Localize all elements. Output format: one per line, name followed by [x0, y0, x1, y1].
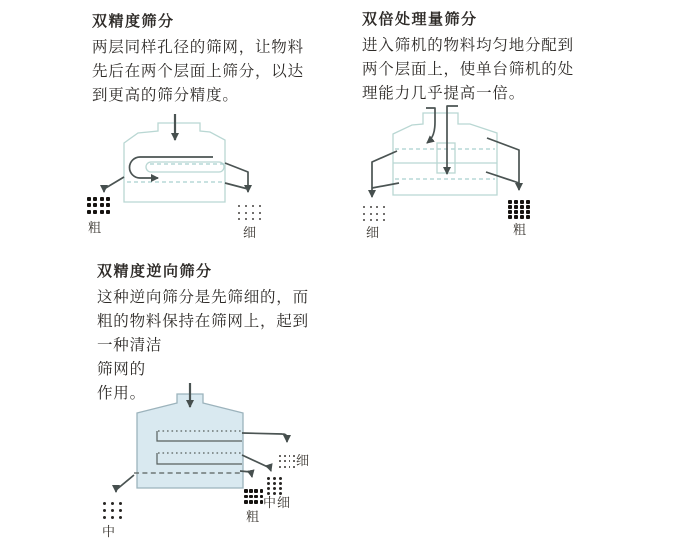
label-fine: 细: [243, 225, 258, 240]
fine-dots: [363, 206, 385, 221]
fine-dots: [238, 205, 261, 220]
coarse-dots: [244, 489, 263, 504]
coarse-dots: [87, 197, 110, 214]
section-title: 双精度逆向筛分: [97, 264, 213, 280]
body-line: 筛网的: [97, 361, 146, 378]
label-coarse: 粗: [246, 509, 261, 524]
medium-outlet-arrow: [116, 475, 134, 492]
coarse-outlet-branch: [486, 172, 519, 183]
u-turn-flow-arrow: [130, 157, 214, 178]
section-double-precision-text: [92, 10, 304, 108]
body-line: 这种逆向筛分是先筛细的，而: [97, 289, 309, 306]
label-fine: 细: [366, 225, 381, 240]
coarse-outlet-arrow: [104, 177, 124, 192]
body-line: 到更高的筛分精度。: [92, 87, 239, 104]
diagram-double-precision: [80, 105, 315, 250]
body-line: 两层同样孔径的筛网，让物料: [92, 39, 304, 56]
section-double-capacity-text: [362, 8, 574, 106]
body-line: 两个层面上，使单台筛机的处: [362, 61, 574, 78]
fine-outlet-arrow: [242, 433, 287, 442]
label-coarse: 粗: [88, 220, 103, 235]
medium-dots: [103, 502, 122, 519]
label-medium-fine: 中细: [263, 495, 292, 510]
chute-box: [437, 143, 455, 173]
medium-fine-outlet-arrow: [242, 455, 271, 471]
body-line: 先后在两个层面上筛分，以达: [92, 63, 304, 80]
body-line: 作用。: [97, 385, 146, 402]
body-line: 理能力几乎提高一倍。: [362, 85, 526, 102]
diagram-reverse: [90, 380, 335, 544]
section-title: 双倍处理量筛分: [362, 12, 478, 28]
fine-outlet-branch: [372, 183, 399, 188]
machine-outline: [393, 113, 497, 195]
fine-outlet-branch: [225, 183, 248, 189]
label-fine: 细: [296, 453, 311, 468]
section-title: 双精度筛分: [92, 14, 175, 30]
diagram-double-capacity: [355, 100, 545, 250]
label-medium: 中: [102, 524, 117, 539]
coarse-dots: [508, 200, 530, 219]
feed-arrow-lower-deck: [447, 106, 458, 174]
label-coarse: 粗: [513, 222, 528, 237]
body-line: 进入筛机的物料均匀地分配到: [362, 37, 574, 54]
body-line: 一种清洁: [97, 337, 163, 354]
medium-fine-dots: [267, 477, 282, 495]
fine-dots: [279, 455, 295, 468]
body-line: 粗的物料保持在筛网上，起到: [97, 313, 309, 330]
